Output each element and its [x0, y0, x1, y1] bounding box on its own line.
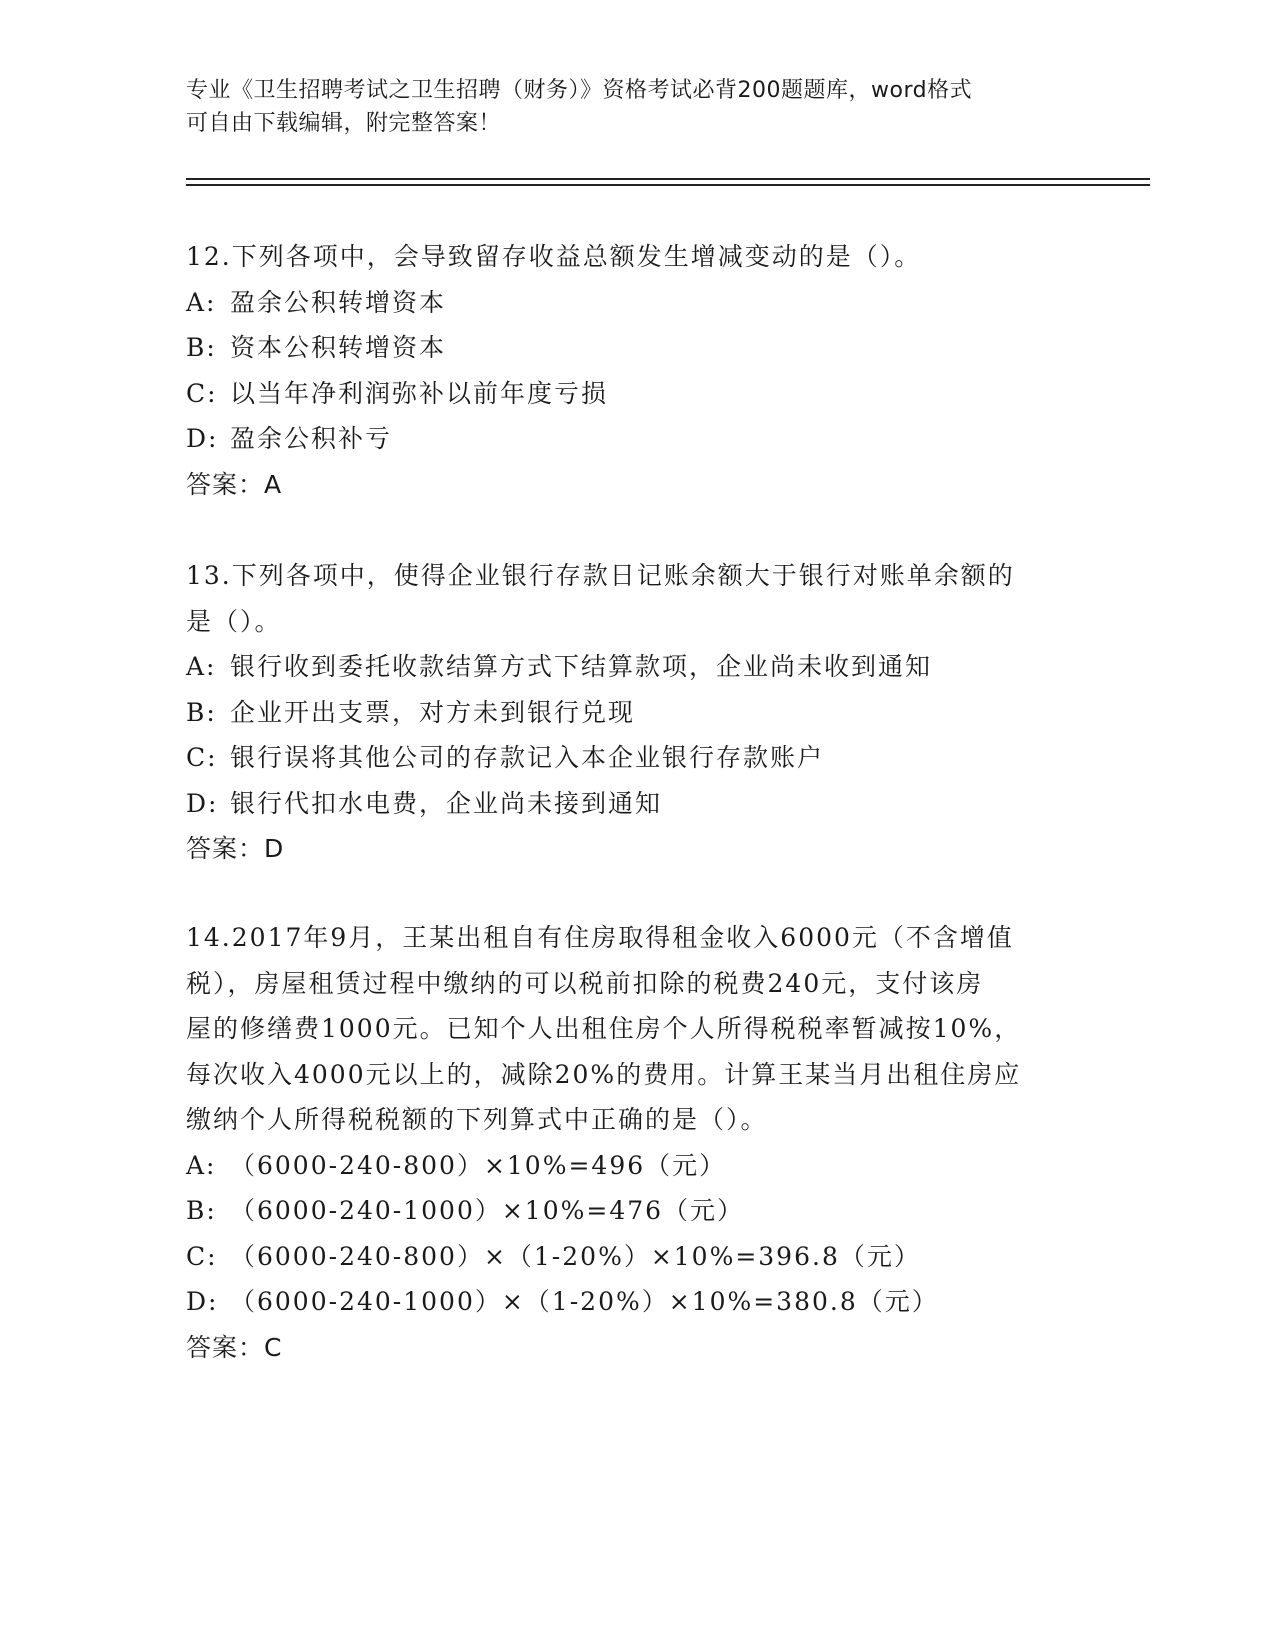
option-text: （6000-240-800）×（1-20%）×10%=396.8（元）: [230, 1241, 921, 1271]
option-d: [186, 1279, 1086, 1325]
option-d: [186, 781, 1086, 827]
option-label: C:: [186, 1241, 218, 1271]
question-stem: 12.下列各项中，会导致留存收益总额发生增减变动的是（）。: [186, 242, 922, 271]
option-a: [186, 1143, 1086, 1189]
question-stem: 14.2017年9月，王某出租自有住房取得租金收入6000元（不含增值: [186, 923, 1014, 952]
option-label: D:: [186, 788, 219, 818]
document-header: [186, 74, 1086, 140]
option-label: D:: [186, 1287, 219, 1316]
question-14: [186, 915, 1086, 1370]
option-text: 以当年净利润弥补以前年度亏损: [230, 378, 609, 408]
option-text: 银行代扣水电费，企业尚未接到通知: [230, 788, 663, 818]
option-label: B:: [186, 333, 217, 362]
option-label: A:: [186, 287, 217, 317]
option-text: （6000-240-1000）×10%=476（元）: [230, 1196, 745, 1225]
option-label: D:: [186, 424, 219, 453]
question-12: [186, 234, 1086, 507]
option-label: B:: [186, 697, 217, 727]
header-line: 专业《卫生招聘考试之卫生招聘（财务）》资格考试必背200题题库，word格式: [186, 78, 973, 103]
option-a: [186, 644, 1086, 690]
option-c: [186, 371, 1086, 417]
question-13: [186, 553, 1086, 872]
option-b: [186, 690, 1086, 736]
option-label: A:: [186, 1150, 217, 1180]
question-stem: 每次收入4000元以上的，减除20%的费用。计算王某当月出租住房应: [186, 1059, 1022, 1089]
option-text: 盈余公积补亏: [230, 424, 393, 453]
option-label: C:: [186, 378, 218, 408]
header-divider-line: [186, 178, 1150, 180]
question-stem: 13.下列各项中，使得企业银行存款日记账余额大于银行对账单余额的: [186, 561, 1015, 590]
option-label: C:: [186, 743, 218, 772]
header-line: 可自由下载编辑，附完整答案！: [186, 111, 502, 136]
option-label: A:: [186, 652, 217, 681]
question-stem: 是（）。: [186, 606, 282, 636]
option-text: （6000-240-800）×10%=496（元）: [230, 1150, 727, 1180]
answer-line: 答案：D: [186, 834, 285, 863]
option-text: 银行误将其他公司的存款记入本企业银行存款账户: [230, 743, 825, 772]
option-d: [186, 416, 1086, 462]
header-divider-line: [186, 184, 1150, 186]
option-b: [186, 325, 1086, 371]
option-text: 企业开出支票，对方未到银行兑现: [230, 697, 636, 727]
option-text: 资本公积转增资本: [230, 333, 447, 362]
option-text: 盈余公积转增资本: [230, 287, 447, 317]
question-stem: 缴纳个人所得税税额的下列算式中正确的是（）。: [186, 1105, 768, 1134]
option-b: [186, 1188, 1086, 1234]
option-label: B:: [186, 1196, 217, 1225]
option-text: （6000-240-1000）×（1-20%）×10%=380.8（元）: [230, 1287, 939, 1316]
option-a: [186, 280, 1086, 326]
question-stem: 屋的修缮费1000元。已知个人出租住房个人所得税税率暂减按10%，: [186, 1014, 1022, 1043]
option-c: [186, 1234, 1086, 1280]
answer-line: 答案：A: [186, 469, 283, 499]
answer-line: 答案：C: [186, 1332, 283, 1362]
question-stem: 税），房屋租赁过程中缴纳的可以税前扣除的税费240元，支付该房: [186, 968, 984, 998]
option-text: 银行收到委托收款结算方式下结算款项，企业尚未收到通知: [230, 652, 933, 681]
option-c: [186, 735, 1086, 781]
